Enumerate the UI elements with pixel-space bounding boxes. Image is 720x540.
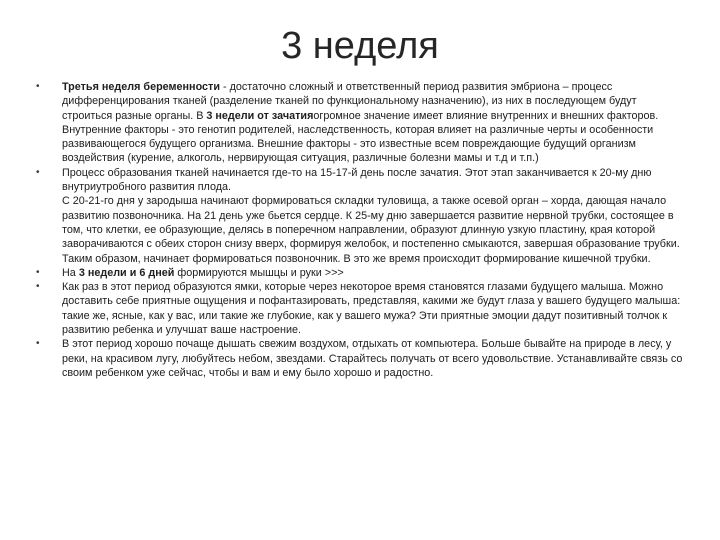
bold-lead: Третья неделя беременности	[62, 81, 220, 93]
bullet-text: В этот период хорошо почаще дышать свежим воздухом, отдыхать от компьютера. Больше бывайте на природе в лесу, у реки, на красивом лугу, любуйтесь небом, звездами. Старайтесь получать от всего удовольствие. Устанавливайте связь со своим ребенком уже сейчас, чтобы и вам и ему было хорошо и радостно.	[62, 338, 683, 379]
slide-title: 3 неделя	[281, 25, 439, 67]
bullet-paragraph: Процесс образования тканей начинается где-то на 15-17-й день после зачатия. Этот этап заканчивается к 20-му дню внутриутробного развития плода.	[62, 166, 652, 194]
bullet-item-muscles-arms	[36, 266, 688, 280]
bullet-icon: •	[36, 166, 40, 178]
bullet-paragraph: С 20-21-го дня у зародыша начинают формироваться складки туловища, а также осевой орган – хорда, дающая начало развитию позвоночника. На 21 день уже бьется сердце. К 25-му дню завершается развитие нервной трубки, состоящее в том, что клетки, ее образующие, делясь в поперечном направлении, образуют длинную узкую пластину, края которой заворачиваются с обеих сторон снизу вверх, формируя желобок, и постепенно смыкаются, завершая образование трубки. Таким образом, начинает формироваться позвоночник. В это же время происходит формирование кишечной трубки.	[62, 195, 680, 265]
bullet-list	[36, 80, 688, 380]
bold-phrase: 3 недели от зачатия	[206, 109, 314, 122]
bullet-icon: •	[36, 266, 40, 278]
bullet-text: На	[62, 266, 79, 279]
bullet-item-fresh-air	[36, 337, 688, 380]
bullet-text: Как раз в этот период образуются ямки, которые через некоторое время становятся глазами будущего малыша. Можно доставить себе приятные ощущения и пофантазировать, представляя, какими же будут глаза у вашего будущего малыша: такие же, ясные, как у вас, или такие же глубокие, как у вашего мужа? Эти приятные эмоции дадут позитивный толчок к развитию ребенка и улучшат ваше настроение.	[62, 281, 681, 337]
bullet-text: - достаточно сложный и ответственный период развития эмбриона – процесс дифференцирования тканей (разделение тканей по функциональному назначению), из них в последующем будут строиться разные органы. В	[62, 81, 637, 122]
bullet-icon: •	[36, 81, 40, 92]
bullet-item-week-three	[36, 80, 688, 166]
bullet-item-eyes	[36, 280, 688, 337]
bullet-item-tissue-formation	[36, 166, 688, 266]
bullet-text: формируются мышцы и руки >>>	[174, 266, 344, 279]
bold-phrase: 3 недели и 6 дней	[78, 266, 175, 279]
bullet-text: огромное значение имеет влияние внутренних и внешних факторов. Внутренние факторы - это генотип родителей, наследственность, которая влияет на различные черты и особенности развивающегося будущего организма. Внешние факторы - это известные всем повреждающие будущий организм воздействия (курение, алкоголь, нервирующая ситуация, различные болезни мамы и т.д и т.п.)	[62, 109, 659, 165]
bullet-icon: •	[36, 338, 40, 350]
bullet-icon: •	[36, 281, 40, 293]
